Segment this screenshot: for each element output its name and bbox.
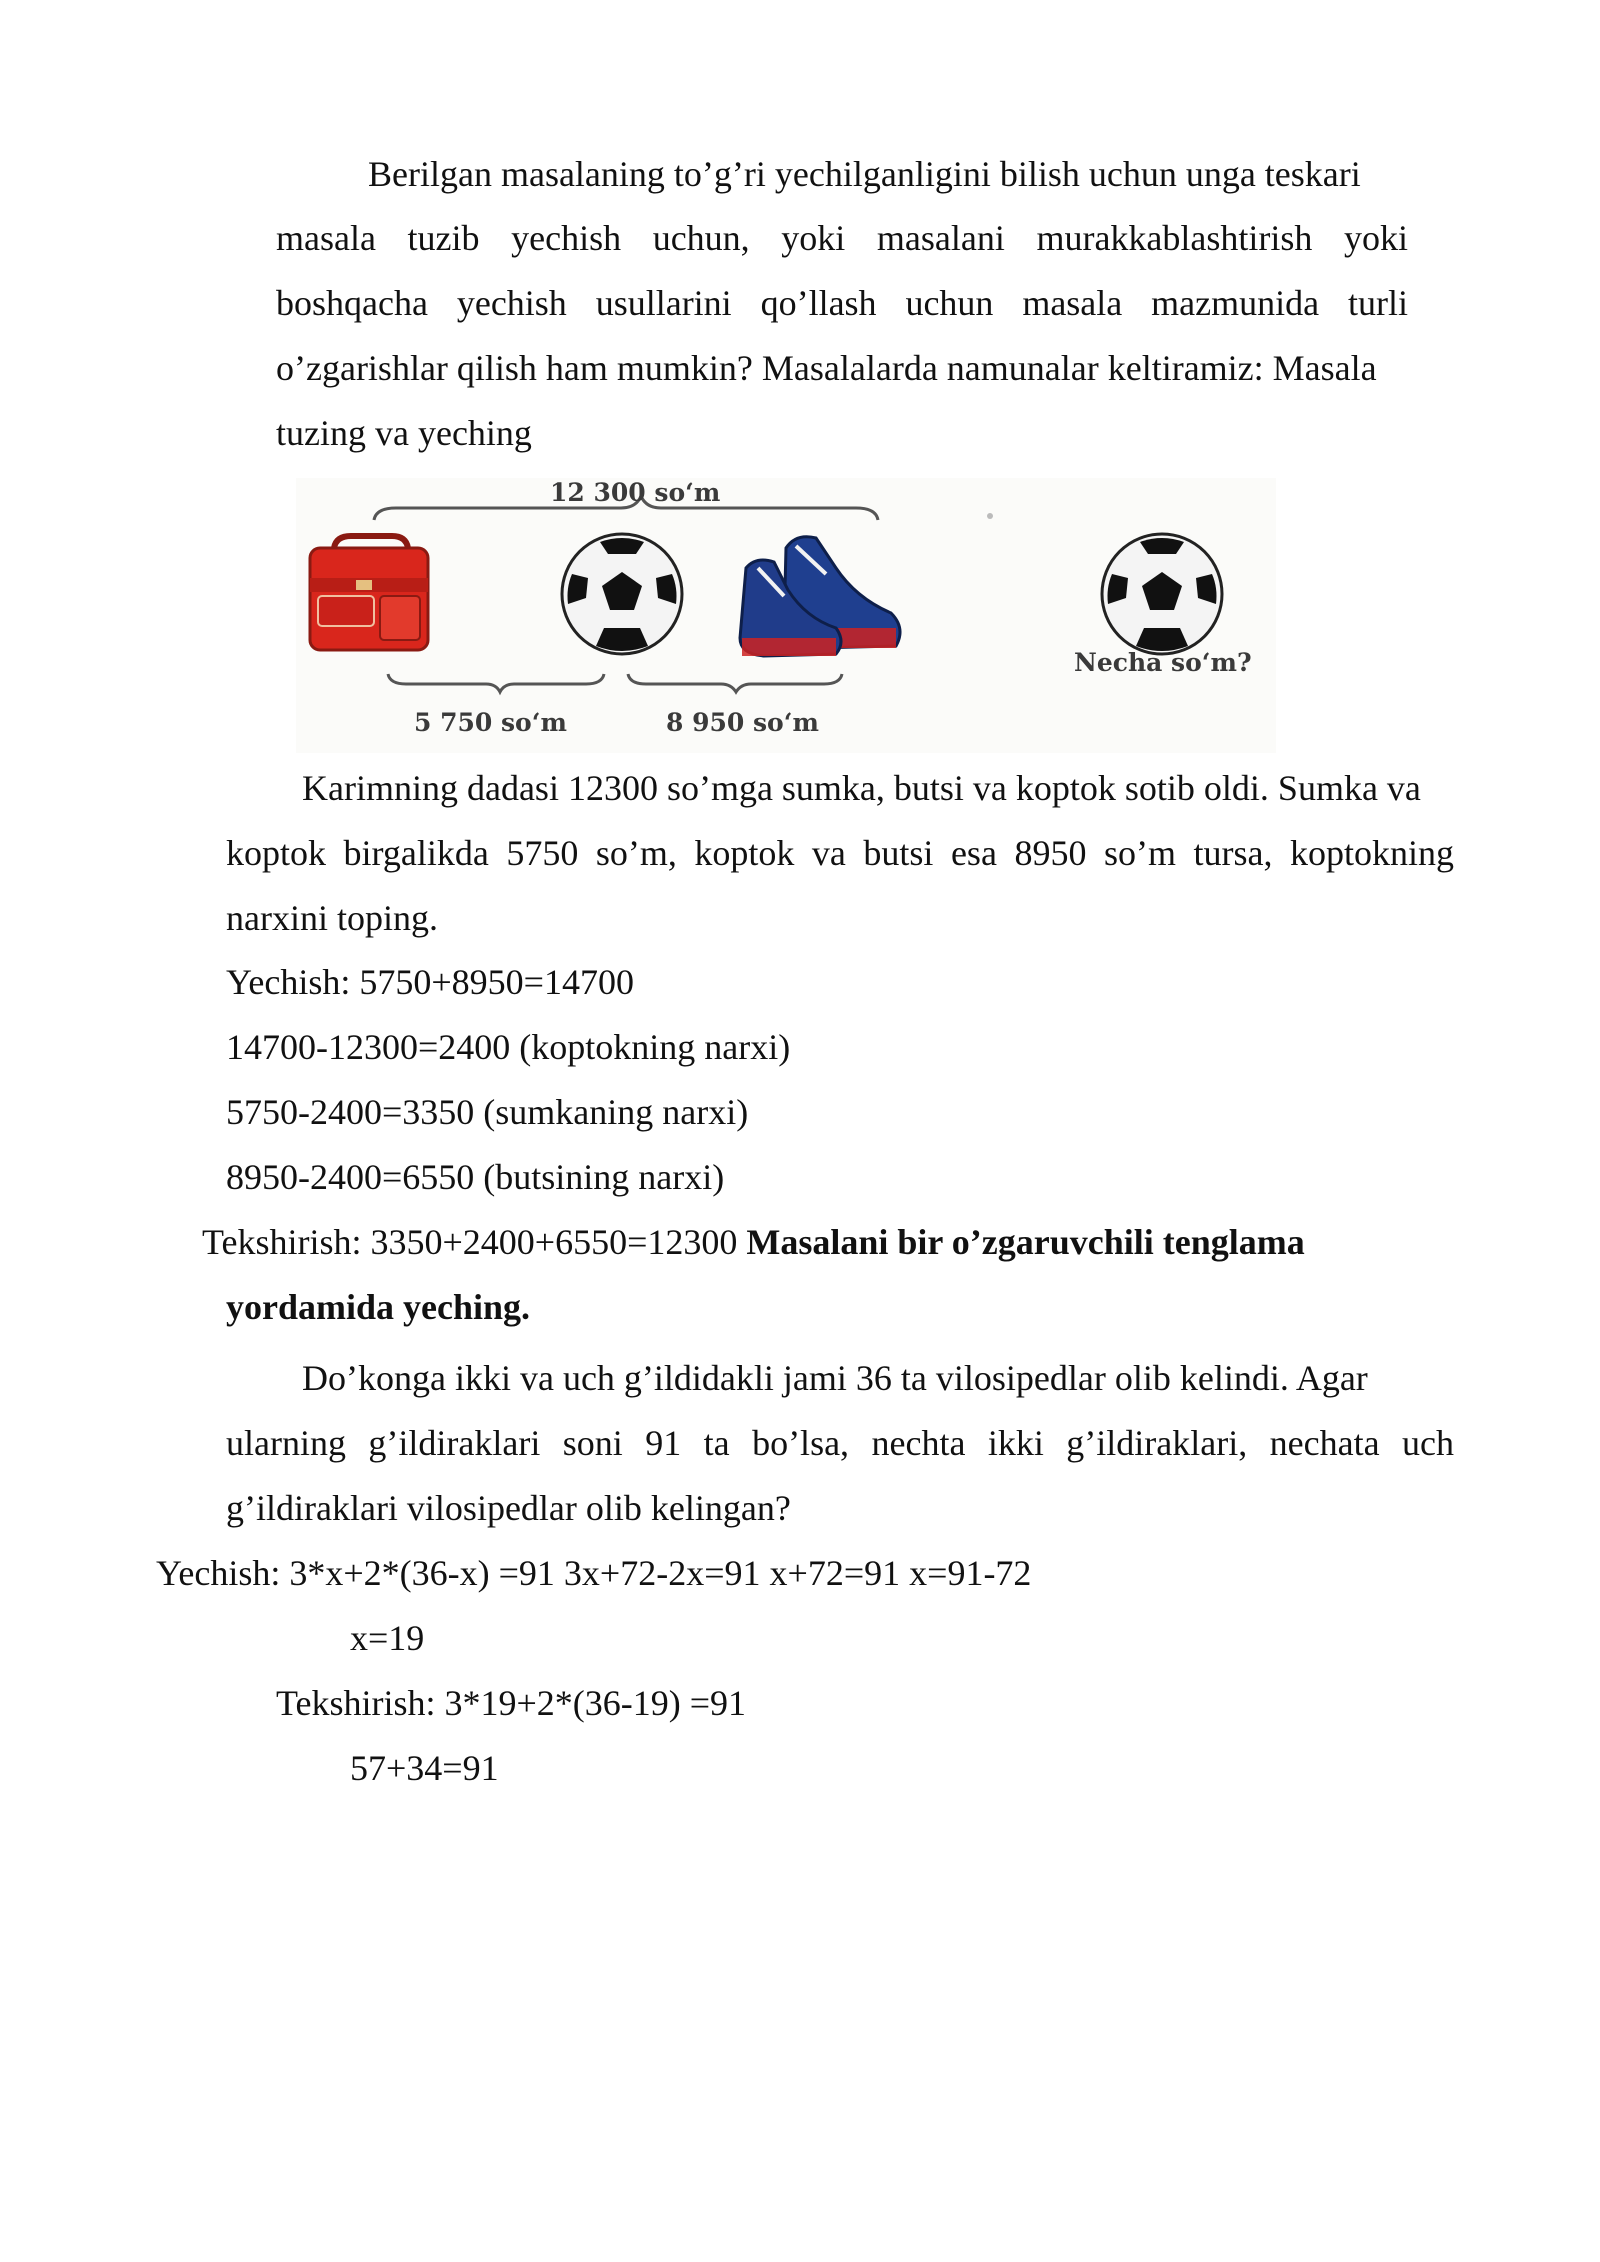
- problem1-line-1: Karimning dadasi 12300 so’mga sumka, butsi va koptok sotib oldi. Sumka va: [302, 768, 1421, 808]
- problem1-solution-2: 14700-12300=2400 (koptokning narxi): [226, 1027, 791, 1067]
- shoe-icon: [740, 537, 900, 656]
- problem1-line-3: narxini toping.: [226, 898, 438, 938]
- ball-shoe-price-label: 8 950 so‘m: [666, 708, 819, 737]
- ball-icon: [562, 534, 682, 654]
- task-heading-part-1: Masalani bir o’zgaruvchili tenglama: [746, 1222, 1305, 1262]
- bag-icon: [310, 536, 428, 650]
- total-price-label: 12 300 so‘m: [550, 478, 721, 507]
- task-heading-part-2: yordamida yeching.: [226, 1287, 531, 1327]
- problem2-line-2: ularning g’ildiraklari soni 91 ta bo’lsa, nechta ikki g’ildiraklari, nechata uch: [226, 1423, 1454, 1463]
- problem1-solution-3: 5750-2400=3350 (sumkaning narxi): [226, 1092, 749, 1132]
- intro-line-1: Berilgan masalaning to’g’ri yechilganligini bilish uchun unga teskari: [368, 154, 1361, 194]
- problem2-check-result: 57+34=91: [350, 1748, 499, 1788]
- intro-line-5: tuzing va yeching: [276, 413, 532, 453]
- ball-question-icon: [1102, 534, 1222, 654]
- intro-line-2: masala tuzib yechish uchun, yoki masalani murakkablashtirish yoki: [276, 218, 1408, 258]
- problem1-check-line: [202, 1220, 1305, 1264]
- problem2-x-value: x=19: [350, 1618, 425, 1658]
- problem1-solution-1: Yechish: 5750+8950=14700: [226, 962, 634, 1002]
- problem2-solution: Yechish: 3*x+2*(36-x) =91 3x+72-2x=91 x+72=91 x=91-72: [156, 1553, 1032, 1593]
- problem2-line-3: g’ildiraklari vilosipedlar olib kelingan?: [226, 1488, 791, 1528]
- problem2-line-1: Do’konga ikki va uch g’ildidakli jami 36 ta vilosipedlar olib kelindi. Agar: [302, 1358, 1368, 1398]
- problem1-line-2: koptok birgalikda 5750 so’m, koptok va butsi esa 8950 so’m tursa, koptokning: [226, 833, 1454, 873]
- bag-ball-price-label: 5 750 so‘m: [414, 708, 567, 737]
- intro-line-4: o’zgarishlar qilish ham mumkin? Masalalarda namunalar keltiramiz: Masala: [276, 348, 1377, 388]
- problem1-solution-4: 8950-2400=6550 (butsining narxi): [226, 1157, 725, 1197]
- intro-line-3: boshqacha yechish usullarini qo’llash uchun masala mazmunida turli: [276, 283, 1408, 323]
- problem2-check: Tekshirish: 3*19+2*(36-19) =91: [276, 1683, 747, 1723]
- problem1-check: Tekshirish: 3350+2400+6550=12300: [202, 1222, 747, 1262]
- question-label: Necha so‘m?: [1074, 648, 1252, 677]
- price-illustration: [296, 478, 1276, 753]
